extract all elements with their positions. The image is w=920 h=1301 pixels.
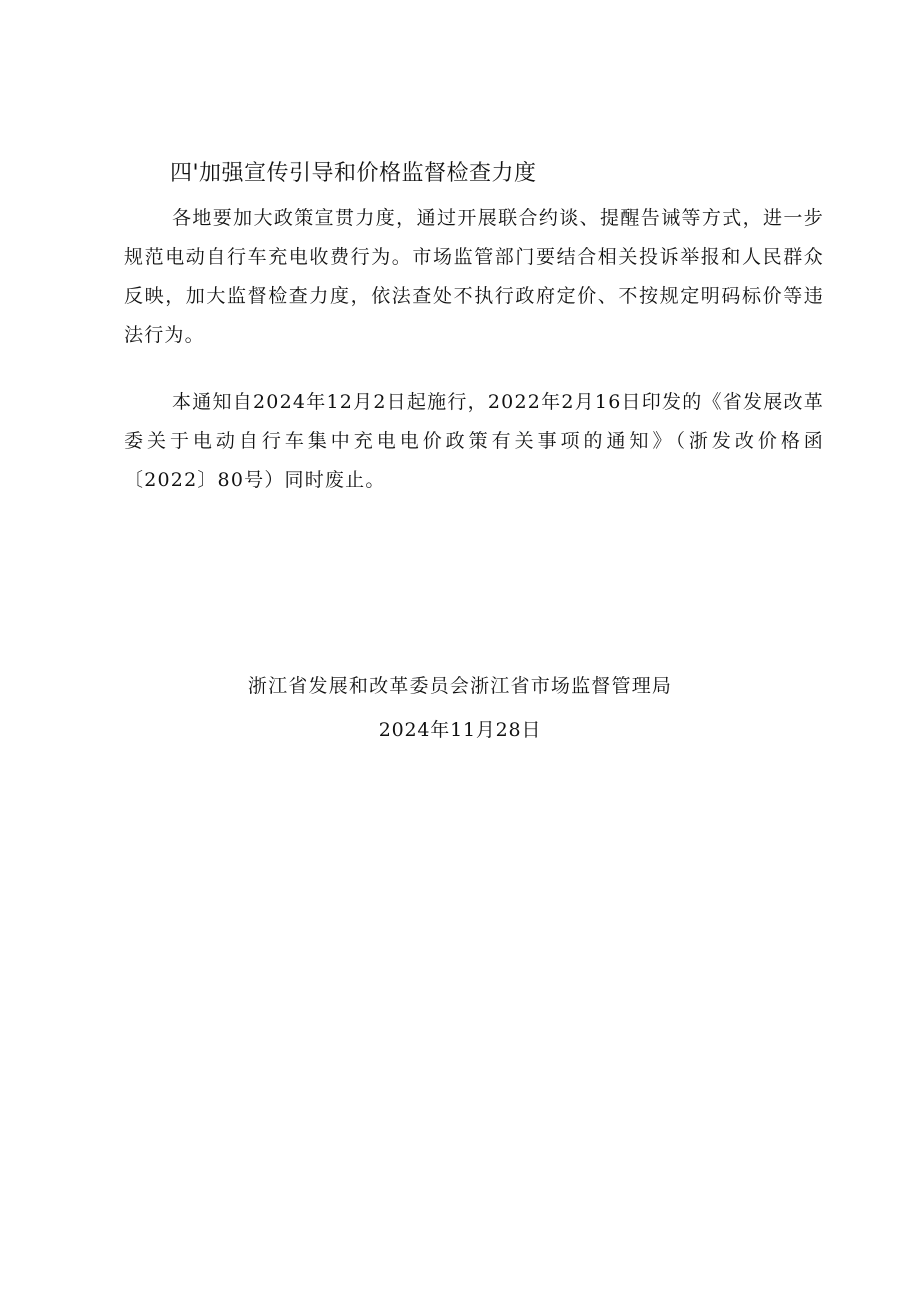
signature-date: 2024年11月28日 [378, 719, 542, 741]
signature-organizations: 浙江省发展和改革委员会浙江省市场监督管理局 [247, 675, 673, 697]
section-heading: 四'加强宣传引导和价格监督检查力度 [170, 161, 537, 186]
body-paragraph-policy-promotion: 各地要加大政策宣贯力度，通过开展联合约谈、提醒告诫等方式，进一步规范电动自行车充电收费行为。市场监管部门要结合相关投诉举报和人民群众反映，加大监督检查力度，依法查处不执行政府定价、不按规定明码标价等违法行为。 [124, 207, 824, 346]
body-paragraph-effective-date: 本通知自2024年12月2日起施行，2022年2月16日印发的《省发展改革委关于电动自行车集中充电电价政策有关事项的通知》（浙发改价格函〔2022〕80号）同时废止。 [124, 391, 824, 491]
